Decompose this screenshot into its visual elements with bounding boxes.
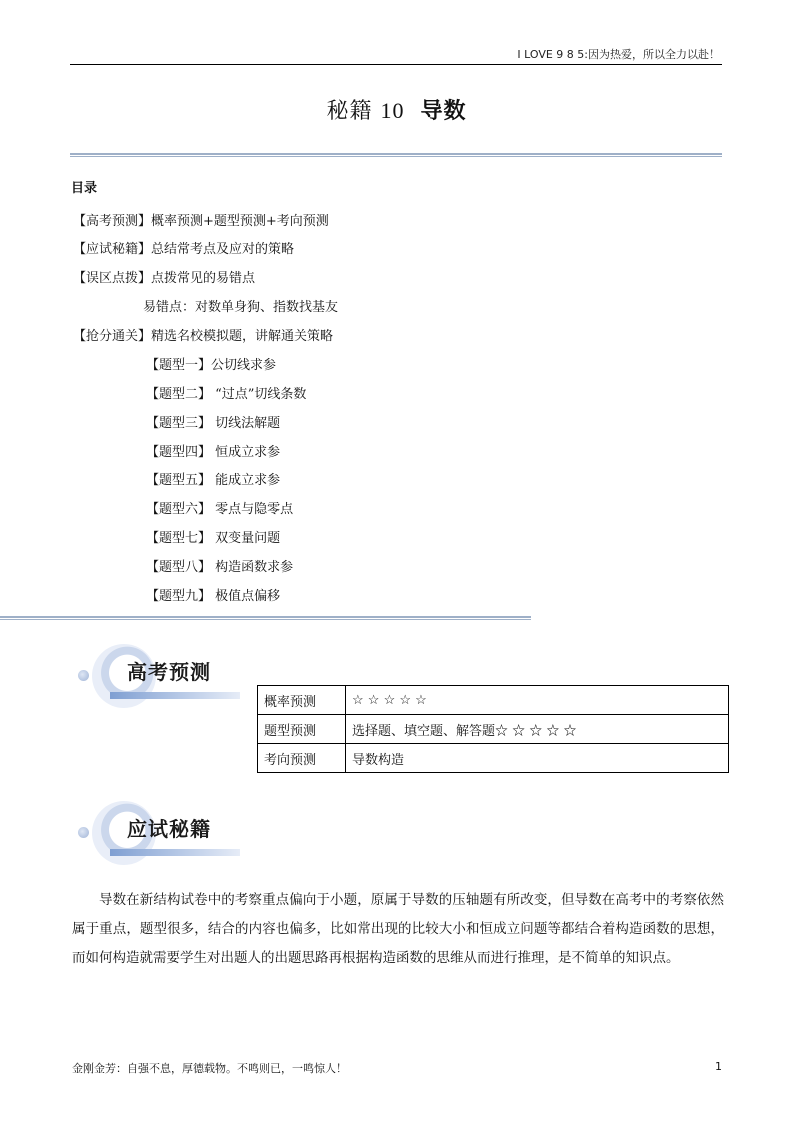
section-banner-secrets bbox=[70, 795, 245, 875]
toc-subitem: 【题型四】 恒成立求参 bbox=[146, 445, 281, 460]
section-banner-prediction bbox=[70, 638, 245, 718]
toc-heading: 目录 bbox=[71, 181, 98, 196]
toc-subitem: 易错点：对数单身狗、指数找基友 bbox=[143, 300, 339, 315]
banner-dot-icon bbox=[78, 827, 89, 838]
table-key: 考向预测 bbox=[258, 744, 346, 773]
table-row bbox=[258, 686, 729, 715]
toc-item: 【高考预测】概率预测+题型预测+考向预测 bbox=[73, 214, 329, 229]
table-row bbox=[258, 715, 729, 744]
section-title: 应试秘籍 bbox=[127, 817, 211, 841]
toc-subitem: 【题型七】 双变量问题 bbox=[146, 531, 281, 546]
table-row bbox=[258, 744, 729, 773]
toc-item: 【抢分通关】精选名校模拟题，讲解通关策略 bbox=[73, 329, 334, 344]
footer-motto: 金刚金芳：自强不息，厚德载物。不鸣则已，一鸣惊人！ bbox=[72, 1062, 347, 1075]
table-key: 题型预测 bbox=[258, 715, 346, 744]
toc-subitem: 【题型一】公切线求参 bbox=[146, 358, 277, 373]
title-prefix: 秘籍 bbox=[326, 99, 381, 124]
title-topic: 导数 bbox=[420, 99, 467, 124]
table-value: 导数构造 bbox=[346, 744, 729, 773]
title-double-rule bbox=[70, 153, 722, 157]
banner-underline bbox=[110, 849, 240, 856]
header-divider bbox=[70, 64, 722, 65]
toc-subitem: 【题型三】 切线法解题 bbox=[146, 416, 281, 431]
prediction-table bbox=[257, 685, 729, 773]
table-key: 概率预测 bbox=[258, 686, 346, 715]
table-value: ☆ ☆ ☆ ☆ ☆ bbox=[346, 686, 729, 715]
toc-subitem: 【题型五】 能成立求参 bbox=[146, 473, 281, 488]
section-title: 高考预测 bbox=[127, 660, 211, 684]
header-slogan: I LOVE 9 8 5:因为热爱，所以全力以赴！ bbox=[517, 48, 720, 61]
table-value: 选择题、填空题、解答题☆ ☆ ☆ ☆ ☆ bbox=[346, 715, 729, 744]
toc-double-rule bbox=[0, 616, 531, 620]
page-number: 1 bbox=[715, 1060, 722, 1073]
body-paragraph: 导数在新结构试卷中的考察重点偏向于小题，原属于导数的压轴题有所改变，但导数在高考中的考察依然属于重点，题型很多，结合的内容也偏多，比如常出现的比较大小和恒成立问题等都结合着构造函数的思想，而如何构造就需要学生对出题人的出题思路再根据构造函数的思维从而进行推理，是不简单的知识点。 bbox=[72, 892, 724, 966]
title-number: 10 bbox=[380, 98, 405, 123]
banner-underline bbox=[110, 692, 240, 699]
page-title bbox=[0, 94, 793, 125]
toc-item: 【误区点拨】点拨常见的易错点 bbox=[73, 271, 256, 286]
toc-subitem: 【题型二】 “过点”切线条数 bbox=[146, 387, 307, 402]
toc-item: 【应试秘籍】总结常考点及应对的策略 bbox=[73, 242, 295, 257]
toc-subitem: 【题型八】 构造函数求参 bbox=[146, 560, 294, 575]
toc-subitem: 【题型九】 极值点偏移 bbox=[146, 589, 281, 604]
banner-dot-icon bbox=[78, 670, 89, 681]
toc-subitem: 【题型六】 零点与隐零点 bbox=[146, 502, 294, 517]
